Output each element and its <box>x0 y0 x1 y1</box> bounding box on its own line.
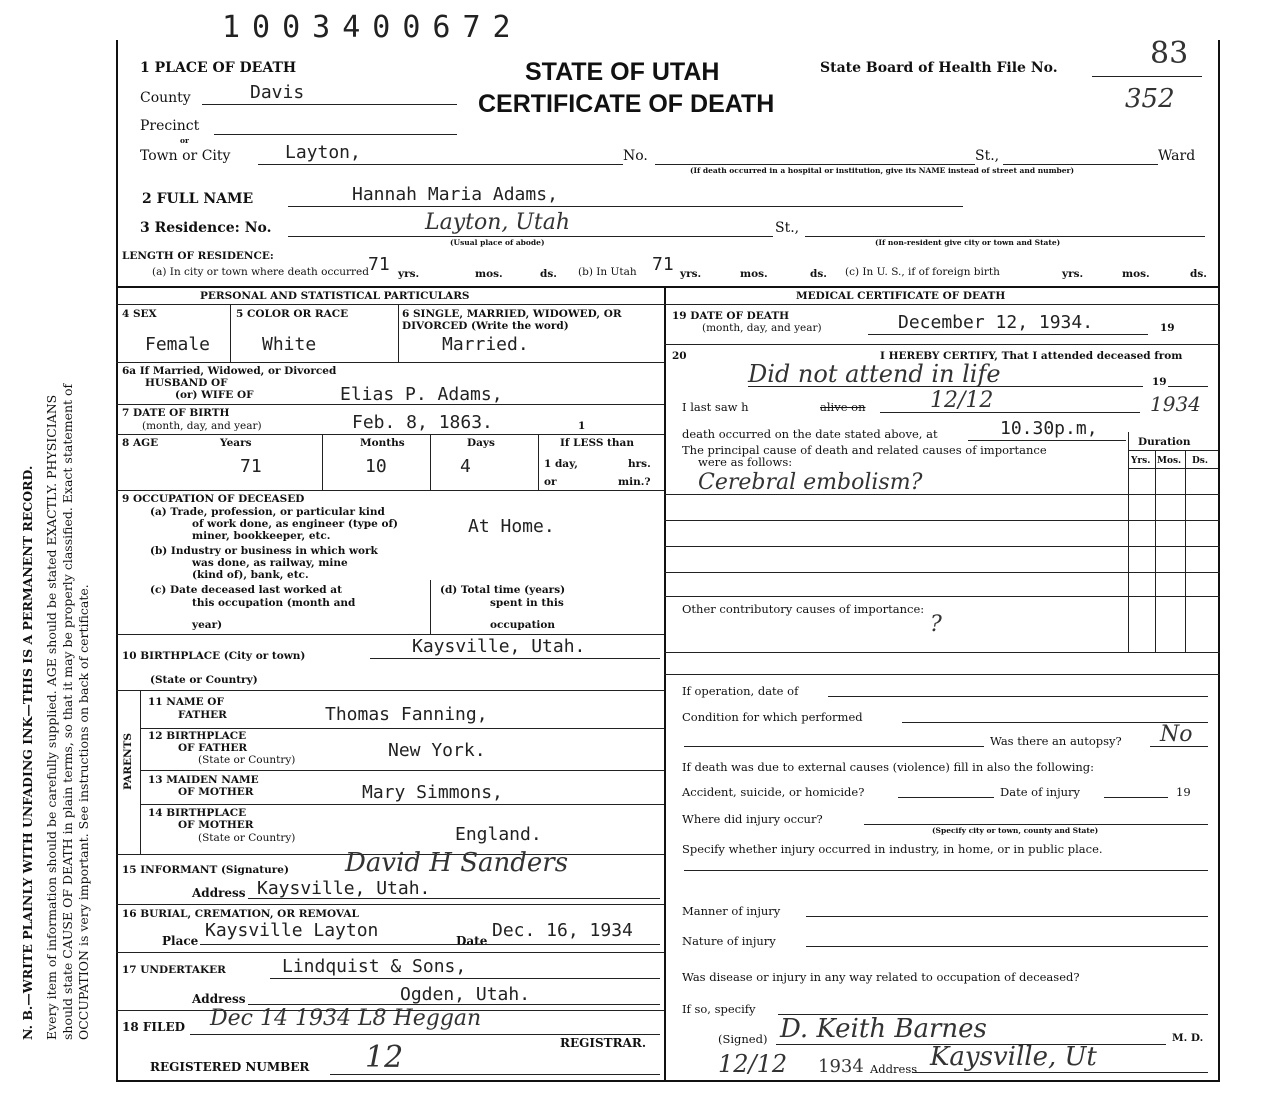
side-note-4: OCCUPATION is very important. See instructions on back of certificate. <box>76 584 91 1040</box>
burial-place: Kaysville Layton <box>205 920 379 941</box>
county-label: County <box>140 90 191 106</box>
file-label: State Board of Health File No. <box>820 60 1058 76</box>
place-heading: 1 PLACE OF DEATH <box>140 60 297 76</box>
physician-address: Kaysville, Ut <box>930 1042 1097 1072</box>
town-value: Layton, <box>285 142 361 163</box>
age-days: 4 <box>460 456 471 477</box>
certificate-title: CERTIFICATE OF DEATH <box>478 90 775 118</box>
dob-value: Feb. 8, 1863. <box>352 412 493 433</box>
full-name-value: Hannah Maria Adams, <box>352 184 558 205</box>
personal-heading: PERSONAL AND STATISTICAL PARTICULARS <box>200 290 470 302</box>
residence-label: 3 Residence: No. <box>140 220 272 236</box>
informant-address: Kaysville, Utah. <box>257 878 431 899</box>
last-seen-date: 12/12 <box>930 388 994 413</box>
age-years: 71 <box>240 456 262 477</box>
other-causes: ? <box>930 612 942 637</box>
frame-left <box>116 40 118 1080</box>
sign-date: 12/12 <box>718 1050 788 1078</box>
filed-signature: Dec 14 1934 L8 Heggan <box>210 1006 482 1031</box>
autopsy-value: No <box>1160 722 1193 747</box>
mother-value: Mary Simmons, <box>362 782 503 803</box>
registered-number: 12 <box>365 1040 404 1075</box>
serial-number: 1003400672 <box>222 10 523 45</box>
sex-value: Female <box>145 334 211 355</box>
place-note: (If death occurred in a hospital or institution, give its NAME instead of street and number) <box>690 166 1075 175</box>
length-utah-years: 71 <box>652 254 674 275</box>
state-title: STATE OF UTAH <box>525 58 720 86</box>
center-divider <box>664 286 666 1080</box>
precinct-label: Precinct <box>140 118 200 134</box>
cause-of-death: Cerebral embolism? <box>698 470 923 495</box>
side-note-2: Every item of information should be carefully supplied. AGE should be stated EXACTLY. PHYSICIANS <box>44 394 59 1040</box>
informant-signature: David H Sanders <box>345 848 569 878</box>
frame-bottom <box>116 1080 1220 1082</box>
length-city-years: 71 <box>368 254 390 275</box>
undertaker-address: Ogden, Utah. <box>400 984 531 1005</box>
mother-birthplace-value: England. <box>455 824 542 845</box>
spouse-value: Elias P. Adams, <box>340 384 503 405</box>
county-value: Davis <box>250 82 305 103</box>
marital-value: Married. <box>442 334 529 355</box>
file-extra: 352 <box>1125 84 1175 114</box>
side-note-1: N. B.—WRITE PLAINLY WITH UNFADING INK—THIS IS A PERMANENT RECORD. <box>20 465 35 1040</box>
medical-heading: MEDICAL CERTIFICATE OF DEATH <box>796 290 1006 302</box>
parents-label: PARENTS <box>122 732 134 790</box>
age-months: 10 <box>365 456 387 477</box>
birthplace-value: Kaysville, Utah. <box>412 636 586 657</box>
file-number: 83 <box>1150 36 1189 71</box>
father-value: Thomas Fanning, <box>325 704 488 725</box>
death-time: 10.30p.m, <box>1000 418 1098 439</box>
color-value: White <box>262 334 317 355</box>
physician-signature: D. Keith Barnes <box>780 1014 987 1044</box>
father-birthplace-value: New York. <box>388 740 486 761</box>
occupation-value: At Home. <box>468 516 555 537</box>
attend-note: Did not attend in life <box>748 360 1001 388</box>
length-heading: LENGTH OF RESIDENCE: <box>122 250 274 262</box>
death-date: December 12, 1934. <box>898 312 1094 333</box>
frame-right <box>1218 40 1220 1080</box>
residence-value: Layton, Utah <box>425 210 571 235</box>
full-name-label: 2 FULL NAME <box>142 191 254 207</box>
side-note-3: should state CAUSE OF DEATH in plain terms, so that it may be properly classified. Exact statement of <box>60 383 75 1040</box>
undertaker-value: Lindquist & Sons, <box>282 956 467 977</box>
burial-date: Dec. 16, 1934 <box>492 920 633 941</box>
town-label: Town or City <box>140 148 231 164</box>
